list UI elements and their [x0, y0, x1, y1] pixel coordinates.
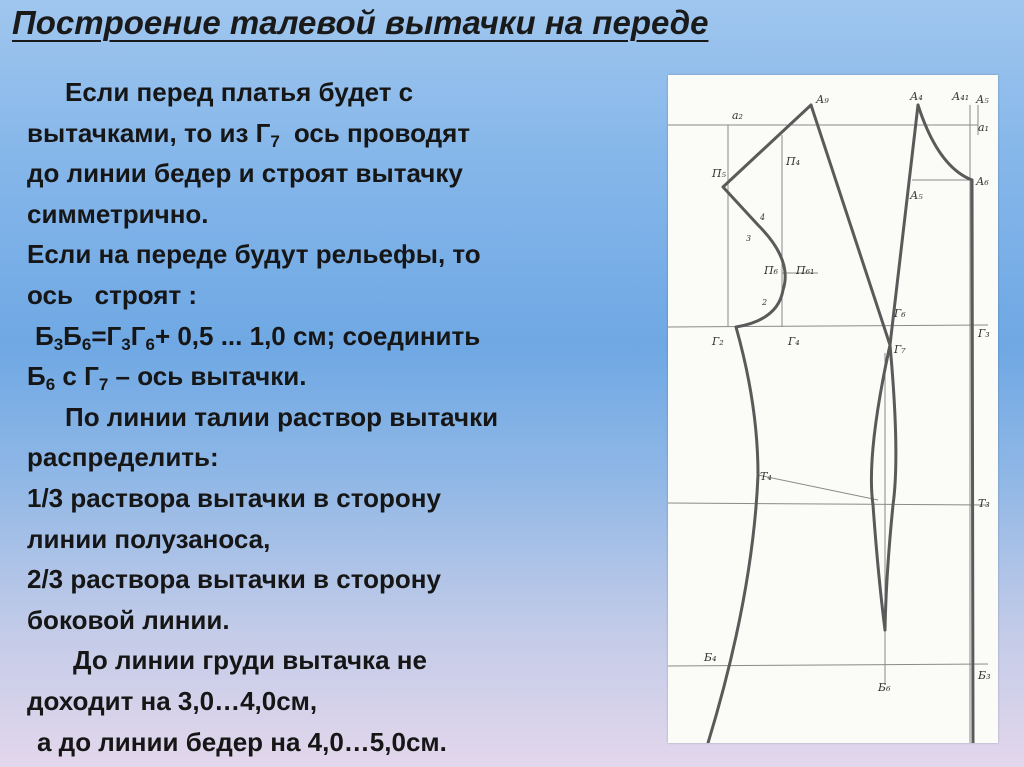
svg-text:П₄: П₄: [786, 155, 801, 168]
text-line: Если на переде будут рельефы, то: [27, 239, 481, 270]
svg-text:А₅: А₅: [976, 93, 989, 106]
drawing-labels: [703, 90, 991, 694]
svg-text:4: 4: [760, 213, 766, 222]
svg-text:а₂: а₂: [732, 109, 743, 122]
text-line: а до линии бедер на 4,0…5,0см.: [37, 726, 447, 757]
armhole-curve: [723, 105, 811, 327]
pattern-svg: [668, 75, 998, 743]
text-line: до линии бедер и строят вытачку: [27, 158, 463, 189]
text-line: 1/3 раствора вытачки в сторону: [27, 482, 441, 513]
svg-text:Г₄: Г₄: [788, 335, 800, 348]
center-front: [972, 180, 973, 743]
text-line: доходит на 3,0…4,0см,: [27, 685, 318, 716]
svg-text:а₁: а₁: [978, 121, 989, 134]
slide-title: Построение талевой вытачки на переде: [12, 4, 709, 41]
svg-text:Г₇: Г₇: [894, 343, 906, 356]
neckline-curve: [918, 105, 972, 180]
svg-text:Б₄: Б₄: [704, 651, 717, 664]
svg-text:Т₃: Т₃: [978, 497, 990, 510]
instruction-text: [27, 72, 657, 762]
svg-text:Г₃: Г₃: [978, 327, 990, 340]
chest-line: [668, 325, 988, 327]
svg-text:А₄: А₄: [910, 90, 923, 103]
text-line: До линии груди вытачка не: [73, 645, 427, 676]
pattern-drawing: [668, 75, 998, 743]
svg-text:Б₆: Б₆: [878, 681, 891, 694]
text-line: линии полузаноса,: [27, 523, 271, 554]
waist-line: [668, 503, 988, 505]
svg-text:Т₄: Т₄: [760, 470, 772, 483]
svg-text:А₄₁: А₄₁: [952, 90, 970, 103]
hip-line: [668, 664, 988, 666]
svg-text:А₅: А₅: [910, 189, 923, 202]
svg-text:А₉: А₉: [816, 93, 829, 106]
svg-text:3: 3: [746, 234, 752, 243]
formula-line: $Б_6$ с $Г_7$ – ось вытачки.: [27, 361, 307, 395]
svg-text:П₆₁: П₆₁: [796, 264, 815, 277]
text-line: боковой линии.: [27, 604, 230, 635]
text-line: По линии талии раствор вытачки: [65, 401, 499, 432]
svg-text:2: 2: [762, 298, 768, 307]
waist-dart-right: [885, 345, 896, 630]
svg-text:Б₃: Б₃: [978, 669, 991, 682]
text-line: 2/3 раствора вытачки в сторону: [27, 564, 441, 595]
text-line: симметрично.: [27, 198, 209, 229]
text-line: ось строят :: [27, 279, 198, 310]
svg-text:П₆: П₆: [764, 264, 779, 277]
svg-text:П₅: П₅: [712, 167, 727, 180]
shoulder-dart-left: [811, 105, 890, 345]
svg-text:А₆: А₆: [976, 175, 989, 188]
svg-text:Г₆: Г₆: [894, 307, 906, 320]
formula-line: $Б_3Б_6=Г_3Г_6+ 0,5$ ... 1,0 см; соединить: [35, 320, 481, 354]
text-line: вытачками, то из $Г_7$ ось проводят: [27, 117, 471, 151]
svg-text:Г₂: Г₂: [712, 335, 724, 348]
text-line: Если перед платья будет с: [65, 77, 414, 107]
side-seam: [708, 327, 758, 743]
text-line: распределить:: [27, 442, 219, 473]
